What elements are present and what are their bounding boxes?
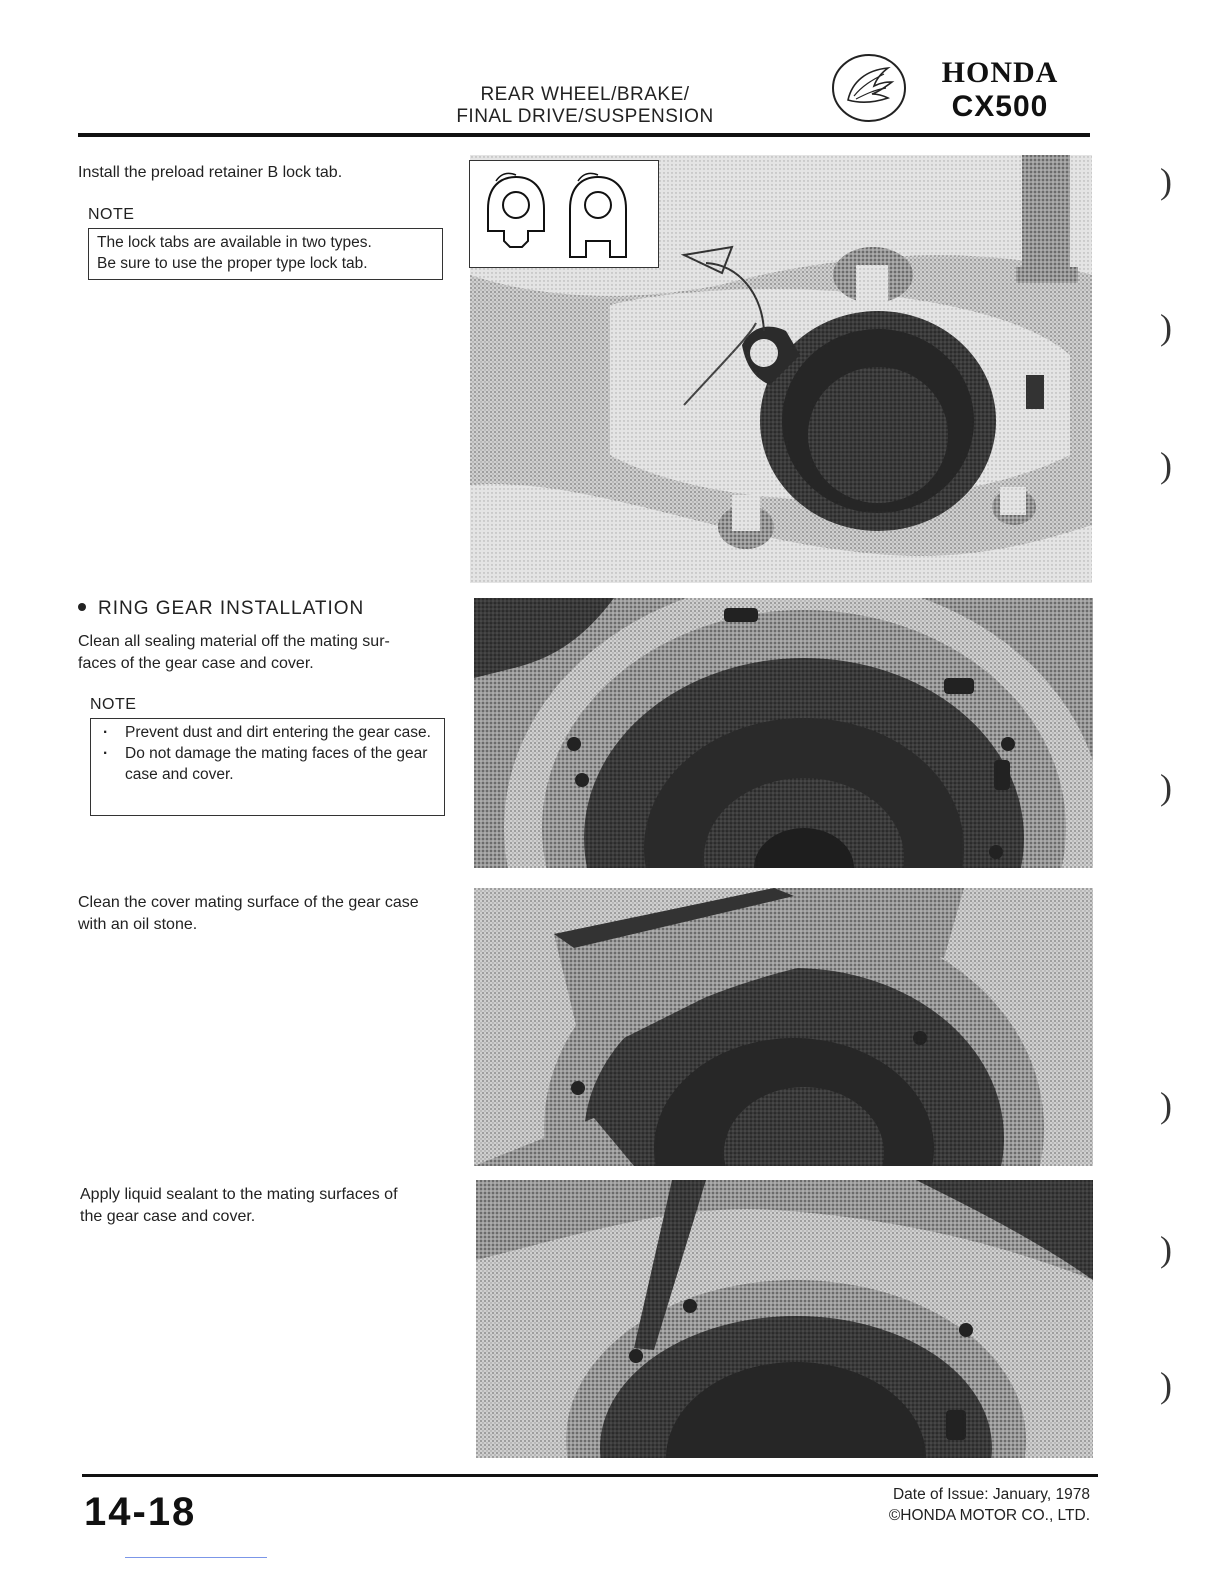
header-rule (78, 133, 1090, 137)
page-number: 14-18 (84, 1490, 197, 1534)
section-title-line2: FINAL DRIVE/SUSPENSION (456, 106, 714, 127)
footer-rule (82, 1474, 1098, 1477)
step-2-text-line-2: faces of the gear case and cover. (78, 655, 314, 672)
copyright: ©HONDA MOTOR CO., LTD. (888, 1507, 1090, 1524)
step-3-text (78, 892, 462, 936)
step-1-note-line-2: Be sure to use the proper type lock tab. (97, 255, 368, 272)
step-1-text: Install the preload retainer B lock tab. (78, 164, 343, 181)
step-4-text (80, 1184, 464, 1228)
photo-gear-case-mating-surface (474, 598, 1093, 868)
step-2-note-box (90, 718, 445, 816)
model-name: CX500 (951, 90, 1049, 123)
lock-tab-types-inset (469, 160, 659, 268)
binder-mark-1: ) (1160, 161, 1172, 201)
step-4-text-line-2: the gear case and cover. (80, 1208, 256, 1225)
binder-mark-4: ) (1160, 767, 1172, 807)
binder-mark-6: ) (1160, 1229, 1172, 1269)
binder-mark-3: ) (1160, 445, 1172, 485)
step-1-note-box (88, 228, 443, 280)
step-1-note-label: NOTE (88, 206, 135, 223)
step-4-text-line-1: Apply liquid sealant to the mating surfaces of (80, 1186, 398, 1203)
step-3-text-line-1: Clean the cover mating surface of the gear case (78, 894, 419, 911)
lock-tab-type-a-icon (488, 173, 544, 247)
date-of-issue: Date of Issue: January, 1978 (892, 1486, 1090, 1503)
step-2-text-line-1: Clean all sealing material off the mating sur- (78, 633, 390, 650)
binder-mark-5: ) (1160, 1085, 1172, 1125)
section-title-line1: REAR WHEEL/BRAKE/ (480, 84, 690, 105)
step-2-text (78, 631, 462, 675)
step-2-note-label: NOTE (90, 696, 137, 713)
ring-gear-heading-text: RING GEAR INSTALLATION (98, 598, 365, 619)
step-2-note-item-1: · Prevent dust and dirt entering the gear case. (99, 722, 436, 743)
lock-tab-type-b-icon (570, 173, 626, 257)
section-title (400, 84, 770, 128)
link-underline (125, 1557, 267, 1558)
step-2-note-item-2: · Do not damage the mating faces of the gear case and cover. (99, 743, 436, 785)
ring-gear-heading (78, 598, 364, 620)
binder-mark-2: ) (1160, 307, 1172, 347)
heading-bullet-icon (78, 603, 86, 611)
step-1-note-line-1: The lock tabs are available in two types. (97, 234, 372, 251)
step-3-text-line-2: with an oil stone. (78, 916, 198, 933)
binder-mark-7: ) (1160, 1365, 1172, 1405)
brand-name: HONDA (941, 56, 1059, 89)
honda-wing-logo-icon (830, 52, 908, 124)
photo-liquid-sealant (476, 1180, 1093, 1458)
issue-info (820, 1484, 1090, 1526)
photo-oil-stone (474, 888, 1093, 1166)
